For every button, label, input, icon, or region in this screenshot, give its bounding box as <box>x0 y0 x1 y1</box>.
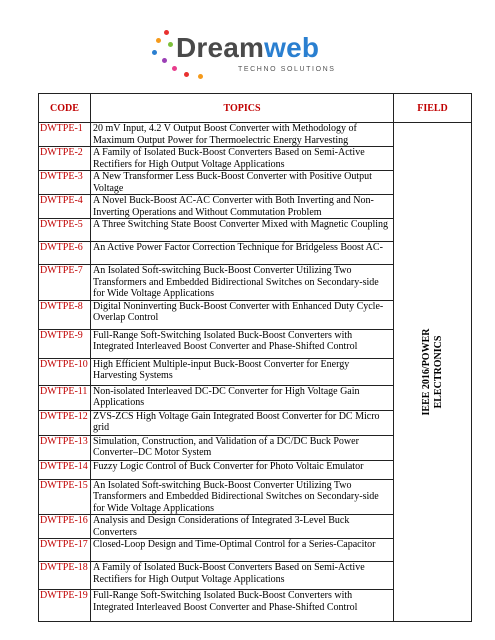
logo-dot <box>156 38 161 43</box>
row-code: DWTPE-3 <box>39 171 91 195</box>
row-topic-cell <box>91 435 394 460</box>
row-topic: Fuzzy Logic Control of Buck Converter for Photo Voltaic Emulator <box>93 460 364 472</box>
row-topic-cell <box>91 171 394 195</box>
row-topic-cell <box>91 219 394 242</box>
logo-name-part2: web <box>264 32 320 63</box>
row-code: DWTPE-6 <box>39 242 91 265</box>
logo-dot <box>162 58 167 63</box>
row-topic: A New Transformer Less Buck-Boost Converter with Positive Output Voltage <box>93 171 372 194</box>
row-topic-cell <box>91 123 394 147</box>
row-code: DWTPE-2 <box>39 147 91 171</box>
row-topic-cell <box>91 265 394 301</box>
row-code: DWTPE-12 <box>39 410 91 435</box>
row-topic-cell <box>91 300 394 329</box>
logo-dot <box>198 74 203 79</box>
row-topic-cell <box>91 358 394 385</box>
logo-dot <box>152 50 157 55</box>
header-field: FIELD <box>394 94 472 123</box>
row-topic: Simulation, Construction, and Validation of a DC/DC Buck Power Converter–DC Motor System <box>93 435 359 458</box>
row-code: DWTPE-9 <box>39 329 91 358</box>
row-code: DWTPE-10 <box>39 358 91 385</box>
row-code: DWTPE-14 <box>39 460 91 479</box>
company-logo <box>150 28 350 80</box>
field-cell <box>394 123 472 622</box>
row-topic-cell <box>91 410 394 435</box>
row-topic-cell <box>91 385 394 410</box>
row-code: DWTPE-8 <box>39 300 91 329</box>
row-topic-cell <box>91 460 394 479</box>
row-topic: A Family of Isolated Buck-Boost Converters Based on Semi-Active Rectifiers for High Output Voltage Applications <box>93 562 365 585</box>
row-topic: ZVS-ZCS High Voltage Gain Integrated Boost Converter for DC Micro grid <box>93 410 380 433</box>
row-code: DWTPE-18 <box>39 562 91 590</box>
row-topic: Non-isolated Interleaved DC-DC Converter for High Voltage Gain Applications <box>93 385 360 408</box>
logo-dot <box>172 66 177 71</box>
row-topic: Digital Noninverting Buck-Boost Converter with Enhanced Duty Cycle-Overlap Control <box>93 300 384 323</box>
table-row <box>39 123 472 147</box>
row-topic-cell <box>91 329 394 358</box>
row-code: DWTPE-4 <box>39 195 91 219</box>
row-code: DWTPE-1 <box>39 123 91 147</box>
row-topic: A Three Switching State Boost Converter Mixed with Magnetic Coupling <box>93 219 389 230</box>
row-code: DWTPE-15 <box>39 479 91 515</box>
row-topic: Closed-Loop Design and Time-Optimal Control for a Series-Capacitor <box>93 539 376 550</box>
row-topic-cell <box>91 195 394 219</box>
row-topic-cell <box>91 539 394 562</box>
header-code: CODE <box>39 94 91 123</box>
row-topic-cell <box>91 242 394 265</box>
row-topic: A Novel Buck-Boost AC-AC Converter with Both Inverting and Non-Inverting Operations and Without Commutation Problem <box>93 195 374 218</box>
row-topic: An Isolated Soft-switching Buck-Boost Converter Utilizing Two Transformers and Embedded Bidirectional Switches on Secondary-side for Wide Voltage Applications <box>93 265 379 299</box>
logo-dot <box>184 72 189 77</box>
topics-table <box>38 93 472 622</box>
row-code: DWTPE-5 <box>39 219 91 242</box>
row-topic-cell <box>91 590 394 622</box>
row-topic-cell <box>91 147 394 171</box>
field-value-line1: IEEE 2016/POWER <box>420 328 432 416</box>
logo-dot <box>164 30 169 35</box>
row-topic: A Family of Isolated Buck-Boost Converters Based on Semi-Active Rectifiers for High Output Voltage Applications <box>93 147 365 170</box>
row-code: DWTPE-19 <box>39 590 91 622</box>
row-topic: 20 mV Input, 4.2 V Output Boost Converter with Methodology of Maximum Output Power for Thermoelectric Energy Harvesting <box>93 123 357 146</box>
row-topic: Analysis and Design Considerations of Integrated 3-Level Buck Converters <box>93 515 350 538</box>
logo-dot <box>168 42 173 47</box>
row-code: DWTPE-11 <box>39 385 91 410</box>
row-topic: High Efficient Multiple-input Buck-Boost Converter for Energy Harvesting Systems <box>93 358 350 381</box>
header-topics: TOPICS <box>91 94 394 123</box>
row-code: DWTPE-7 <box>39 265 91 301</box>
logo-wordmark <box>176 32 319 64</box>
row-topic-cell <box>91 479 394 515</box>
table-header-row <box>39 94 472 123</box>
row-topic: An Active Power Factor Correction Technique for Bridgeless Boost AC- <box>93 242 383 253</box>
row-topic: An Isolated Soft-switching Buck-Boost Converter Utilizing Two Transformers and Embedded Bidirectional Switches on Secondary-side for Wide Voltage Applications <box>93 479 379 514</box>
row-code: DWTPE-17 <box>39 539 91 562</box>
field-value-line2: ELECTRONICS <box>432 335 444 409</box>
logo-name-part1: Dream <box>176 32 265 63</box>
row-topic: Full-Range Soft-Switching Isolated Buck-Boost Converters with Integrated Interleaved Boost Converter and Phase-Shifted Control <box>93 590 358 613</box>
logo-subtitle: TECHNO SOLUTIONS <box>238 66 336 73</box>
row-topic-cell <box>91 515 394 539</box>
row-code: DWTPE-16 <box>39 515 91 539</box>
row-code: DWTPE-13 <box>39 435 91 460</box>
row-topic-cell <box>91 562 394 590</box>
field-value <box>421 329 445 416</box>
row-topic: Full-Range Soft-Switching Isolated Buck-Boost Converters with Integrated Interleaved Boost Converter and Phase-Shifted Control <box>93 329 358 352</box>
